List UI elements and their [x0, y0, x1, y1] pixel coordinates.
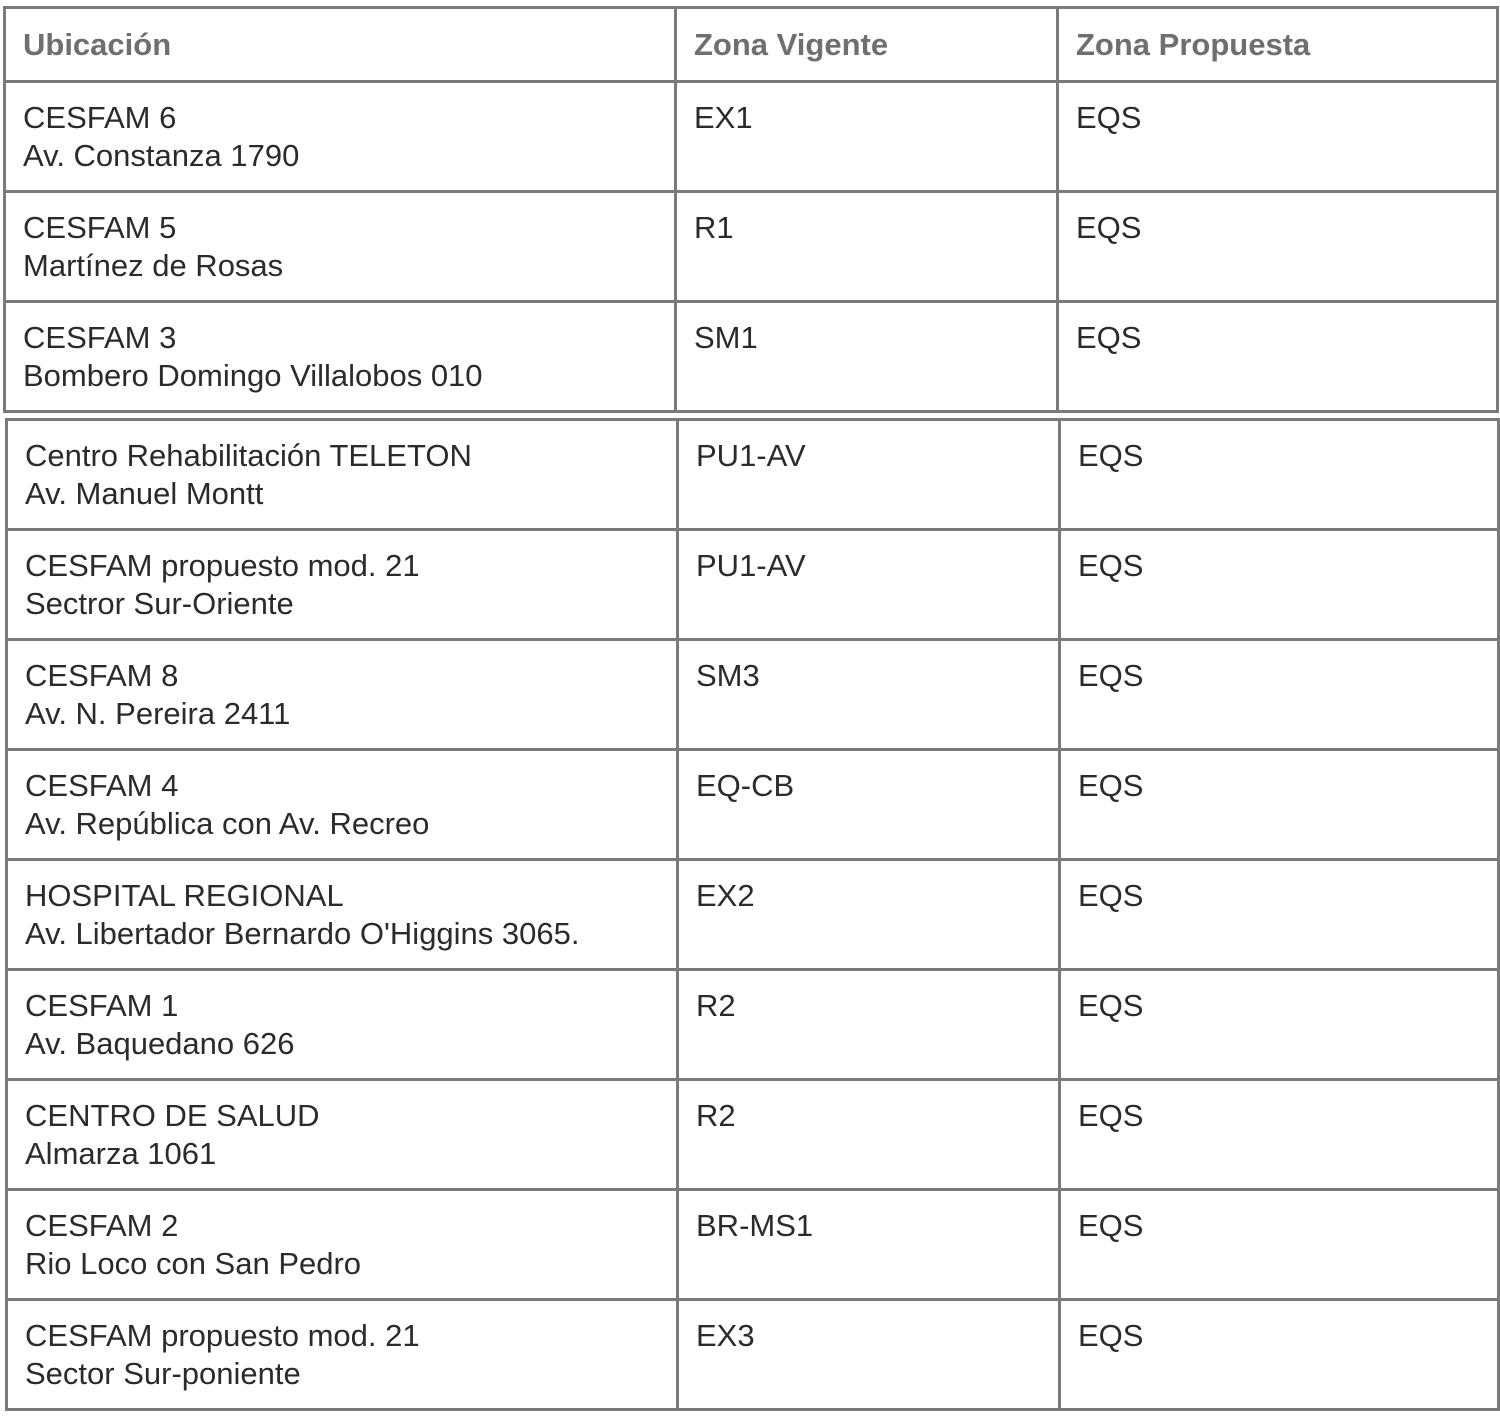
facility-address: Av. Constanza 1790: [23, 138, 300, 173]
proposed-zone-cell: EQS: [1060, 860, 1499, 970]
facility-name: CESFAM 8: [25, 658, 179, 693]
table-header-row: [5, 8, 1498, 82]
table-row: [7, 1190, 1499, 1300]
zoning-table-part-2: [5, 418, 1500, 1411]
table-row: [5, 302, 1498, 412]
current-zone-cell: EX3: [678, 1300, 1060, 1410]
zoning-table-part-1: [3, 6, 1499, 413]
facility-name: Centro Rehabilitación TELETON: [25, 438, 472, 473]
facility-name: CESFAM propuesto mod. 21: [25, 1318, 420, 1353]
header-current-zone: Zona Vigente: [676, 8, 1058, 82]
proposed-zone-cell: EQS: [1058, 192, 1498, 302]
facility-name: CESFAM 1: [25, 988, 179, 1023]
table-row: [7, 860, 1499, 970]
facility-address: Rio Loco con San Pedro: [25, 1246, 362, 1281]
facility-name: CESFAM 3: [23, 320, 177, 355]
table-row: [7, 750, 1499, 860]
location-cell: [7, 530, 678, 640]
location-cell: [5, 192, 676, 302]
facility-address: Martínez de Rosas: [23, 248, 284, 283]
proposed-zone-cell: EQS: [1060, 420, 1499, 530]
current-zone-cell: EQ-CB: [678, 750, 1060, 860]
current-zone-cell: R2: [678, 970, 1060, 1080]
facility-address: Av. República con Av. Recreo: [25, 806, 430, 841]
facility-address: Almarza 1061: [25, 1136, 217, 1171]
current-zone-cell: EX2: [678, 860, 1060, 970]
table-row: [7, 1300, 1499, 1410]
facility-address: Av. Baquedano 626: [25, 1026, 295, 1061]
table-row: [7, 640, 1499, 750]
proposed-zone-cell: EQS: [1060, 750, 1499, 860]
current-zone-cell: R1: [676, 192, 1058, 302]
location-cell: [7, 1190, 678, 1300]
current-zone-cell: EX1: [676, 82, 1058, 192]
proposed-zone-cell: EQS: [1058, 82, 1498, 192]
header-location: Ubicación: [5, 8, 676, 82]
facility-name: CESFAM propuesto mod. 21: [25, 548, 420, 583]
location-cell: [7, 420, 678, 530]
facility-name: HOSPITAL REGIONAL: [25, 878, 344, 913]
current-zone-cell: R2: [678, 1080, 1060, 1190]
facility-address: Av. Manuel Montt: [25, 476, 264, 511]
facility-name: CESFAM 4: [25, 768, 179, 803]
current-zone-cell: PU1-AV: [678, 530, 1060, 640]
proposed-zone-cell: EQS: [1060, 640, 1499, 750]
facility-address: Av. Libertador Bernardo O'Higgins 3065.: [25, 916, 580, 951]
table-row: [5, 192, 1498, 302]
proposed-zone-cell: EQS: [1060, 530, 1499, 640]
facility-address: Sector Sur-poniente: [25, 1356, 301, 1391]
current-zone-cell: SM1: [676, 302, 1058, 412]
facility-name: CESFAM 6: [23, 100, 177, 135]
facility-address: Sectror Sur-Oriente: [25, 586, 294, 621]
current-zone-cell: BR-MS1: [678, 1190, 1060, 1300]
table-row: [7, 1080, 1499, 1190]
facility-name: CESFAM 5: [23, 210, 177, 245]
location-cell: [7, 1300, 678, 1410]
proposed-zone-cell: EQS: [1060, 1190, 1499, 1300]
proposed-zone-cell: EQS: [1060, 970, 1499, 1080]
location-cell: [5, 302, 676, 412]
header-proposed-zone: Zona Propuesta: [1058, 8, 1498, 82]
table-row: [7, 530, 1499, 640]
table-row: [7, 970, 1499, 1080]
facility-name: CESFAM 2: [25, 1208, 179, 1243]
proposed-zone-cell: EQS: [1058, 302, 1498, 412]
proposed-zone-cell: EQS: [1060, 1080, 1499, 1190]
table-row: [5, 82, 1498, 192]
facility-name: CENTRO DE SALUD: [25, 1098, 320, 1133]
location-cell: [7, 860, 678, 970]
table-row: [7, 420, 1499, 530]
proposed-zone-cell: EQS: [1060, 1300, 1499, 1410]
current-zone-cell: PU1-AV: [678, 420, 1060, 530]
location-cell: [7, 640, 678, 750]
location-cell: [7, 1080, 678, 1190]
location-cell: [7, 750, 678, 860]
current-zone-cell: SM3: [678, 640, 1060, 750]
facility-address: Av. N. Pereira 2411: [25, 696, 291, 731]
location-cell: [7, 970, 678, 1080]
facility-address: Bombero Domingo Villalobos 010: [23, 358, 483, 393]
location-cell: [5, 82, 676, 192]
